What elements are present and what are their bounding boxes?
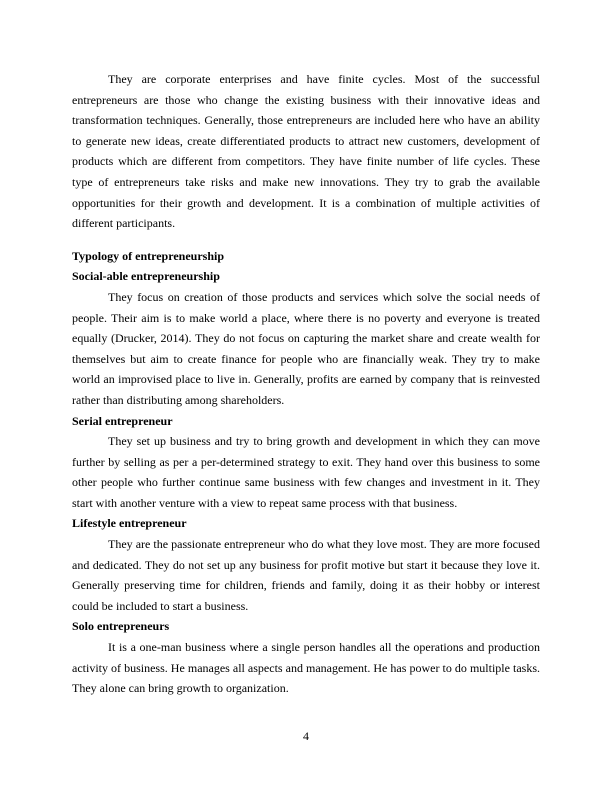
intro-paragraph: They are corporate enterprises and have finite cycles. Most of the successful entrepreneurs are those who change the existing business with their innovative ideas and transformation techniques. Generally, those entrepreneurs are included here who have an ability to generate new ideas, create differentiated products to attract new customers, development of products which are different from competitors. They have finite number of life cycles. These type of entrepreneurs take risks and make new innovations. They try to grab the available opportunities for their growth and development. It is a combination of multiple activities of different participants.	[72, 72, 540, 231]
paragraph-social-able-entrepreneurship: They focus on creation of those products and services which solve the social needs of people. Their aim is to make world a place, where there is no poverty and everyone is treated equally (Drucker, 2014). They do not focus on capturing the market share and create wealth for themselves but aim to create finance for people who are financially weak. They try to make world an improvised place to live in. Generally, profits are earned by company that is reinvested rather than distributing among shareholders.	[72, 289, 540, 407]
subheading-lifestyle-entrepreneur: Lifestyle entrepreneur	[72, 516, 187, 531]
paragraph-lifestyle-entrepreneur: They are the passionate entrepreneur who do what they love most. They are more focused and dedicated. They do not set up any business for profit motive but start it because they love it. Generally preserving time for children, friends and family, doing it as their hobby or interest could be included to start a business.	[72, 537, 540, 613]
paragraph-serial-entrepreneur: They set up business and try to bring growth and development in which they can move further by selling as per a per-determined strategy to exit. They hand over this business to some other people who further continue same business with few changes and investment in it. They start with another venture with a view to repeat same process with that business.	[72, 434, 540, 510]
section-heading: Typology of entrepreneurship	[72, 248, 225, 263]
paragraph-solo-entrepreneurs: It is a one-man business where a single person handles all the operations and production activity of business. He manages all aspects and management. He has power to do multiple tasks. They alone can bring growth to organization.	[72, 640, 540, 696]
paragraph-spacer	[72, 234, 540, 246]
page-content	[72, 69, 540, 699]
page-number: 4	[303, 729, 309, 743]
subheading-social-able-entrepreneurship: Social-able entrepreneurship	[72, 269, 220, 284]
subheading-solo-entrepreneurs: Solo entrepreneurs	[72, 619, 170, 634]
subheading-serial-entrepreneur: Serial entrepreneur	[72, 413, 173, 428]
